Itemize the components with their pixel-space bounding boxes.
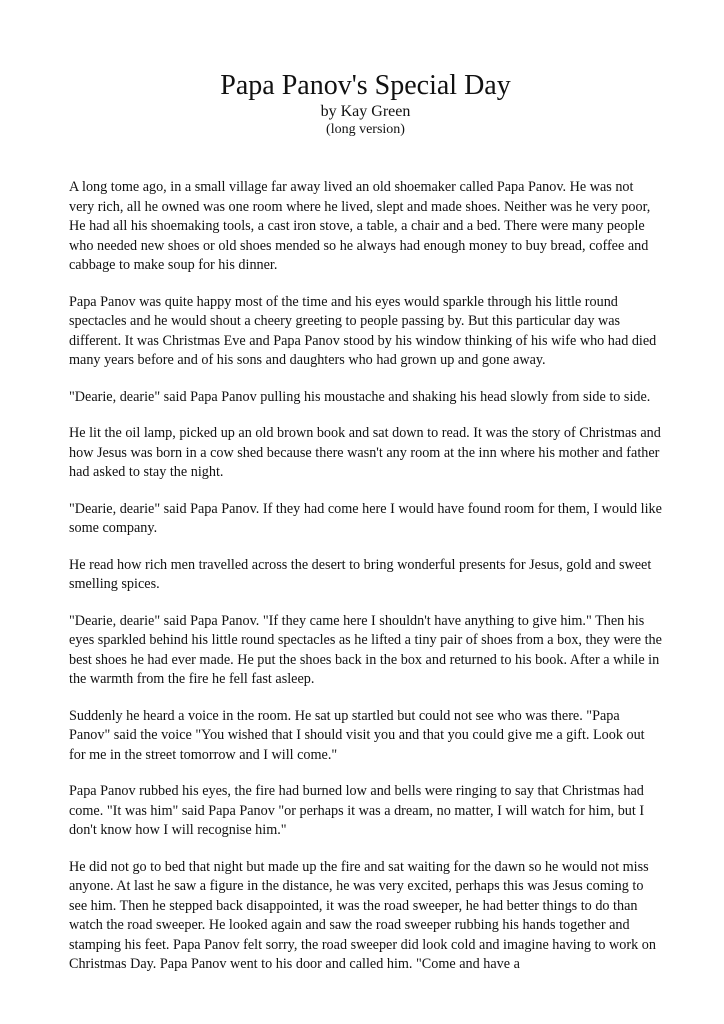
story-paragraph: He read how rich men travelled across the desert to bring wonderful presents for Jesus, gold and sweet smelling spices. xyxy=(69,556,652,592)
document-title: Papa Panov's Special Day xyxy=(220,70,511,101)
story-body xyxy=(69,178,662,975)
story-paragraph: "Dearie, dearie" said Papa Panov. "If they came here I shouldn't have anything to give him." Then his eyes sparkled behind his little round spectacles as he lifted a tiny pair of shoes from a box, they were the best shoes he had ever made. He put the shoes back in the box and returned to his book. After a while in the warmth from the fire he fell fast asleep. xyxy=(69,612,662,687)
story-paragraph: Suddenly he heard a voice in the room. He sat up startled but could not see who was there. "Papa Panov" said the voice "You wished that I should visit you and that you could give me a gift. Look out for me in the street tomorrow and I will come." xyxy=(69,707,645,763)
story-paragraph: Papa Panov was quite happy most of the time and his eyes would sparkle through his little round spectacles and he would shout a cheery greeting to people passing by. But this particular day was different. It was Christmas Eve and Papa Panov stood by his window thinking of his wife who had died many years before and of his sons and daughters who had grown up and gone away. xyxy=(69,293,657,368)
story-paragraph: "Dearie, dearie" said Papa Panov pulling his moustache and shaking his head slowly from side to side. xyxy=(69,388,651,405)
document-version: (long version) xyxy=(326,122,405,137)
story-paragraph: Papa Panov rubbed his eyes, the fire had burned low and bells were ringing to say that Christmas had come. "It was him" said Papa Panov "or perhaps it was a dream, no matter, I will watch for him, but I don't know how I will recognise him." xyxy=(69,783,645,838)
story-paragraph: He lit the oil lamp, picked up an old brown book and sat down to read. It was the story of Christmas and how Jesus was born in a cow shed because there wasn't any room at the inn where his mother and father had asked to stay the night. xyxy=(69,425,661,480)
story-paragraph: A long tome ago, in a small village far away lived an old shoemaker called Papa Panov. He was not very rich, all he owned was one room where he lived, slept and made shoes. Neither was he very poor, He had all his shoemaking tools, a cast iron stove, a table, a chair and a bed. There were many people who needed new shoes or old shoes mended so he always had enough money to buy bread, coffee and cabbage to make soup for his dinner. xyxy=(69,179,651,273)
document-author: by Kay Green xyxy=(320,103,411,120)
story-paragraph: "Dearie, dearie" said Papa Panov. If they had come here I would have found room for them, I would like some company. xyxy=(69,500,662,536)
story-paragraph: He did not go to bed that night but made up the fire and sat waiting for the dawn so he would not miss anyone. At last he saw a figure in the distance, he was very excited, perhaps this was Jesus coming to see him. Then he stepped back disappointed, it was the road sweeper, he had better things to do than watch the road sweeper. He looked again and saw the road sweeper rubbing his hands together and stamping his feet. Papa Panov felt sorry, the road sweeper did look cold and imagine having to work on Christmas Day. Papa Panov went to his door and called him. "Come and have a xyxy=(69,858,656,972)
